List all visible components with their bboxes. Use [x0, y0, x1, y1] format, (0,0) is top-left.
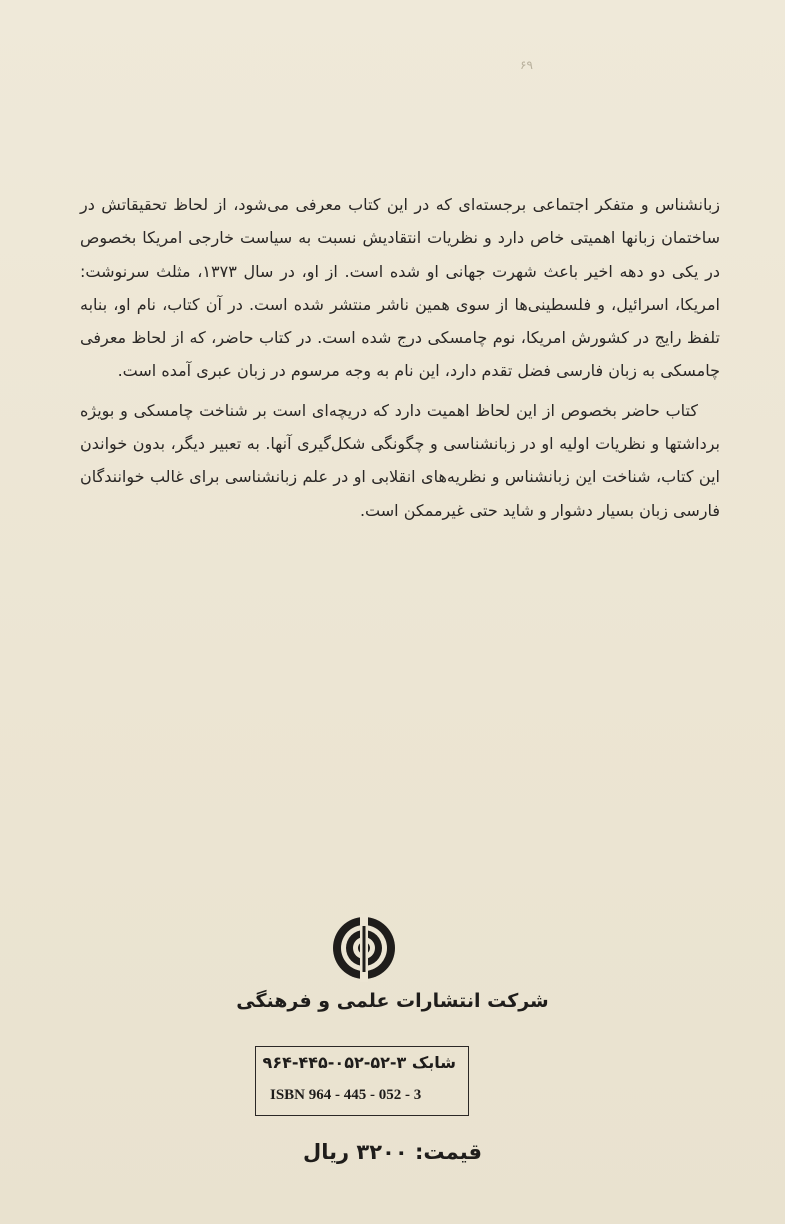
- text-line: کتاب حاضر بخصوص از این لحاظ اهمیت دارد که دریچه‌ای است بر: [247, 400, 698, 420]
- publisher-logo-icon: [330, 912, 398, 984]
- text-line: سرنوشت: امریکا، اسرائیل، و فلسطینی‌ها از سوی همین ناشر منتشر شده: [80, 261, 720, 314]
- text-line: این زبانشناس و نظریه‌های انقلابی او در علم زبانشناسی برای غالب: [144, 467, 597, 487]
- text-line: زبانشناس و متفکر اجتماعی برجسته‌ای که در این کتاب معرفی می‌شود،: [226, 195, 721, 214]
- blurb-text: [80, 188, 720, 527]
- text-line: چگونگی شکل‌گیری آنها. به تعبیر دیگر، بدون خواندن این کتاب، شناخت: [80, 434, 721, 487]
- isbn-box: [255, 1046, 469, 1116]
- text-line: شناخت چامسکی و بویژه برداشتها و نظریات اولیه او در زبانشناسی و: [80, 400, 720, 454]
- text-line: زبان فارسی فضل تقدم دارد، این نام به وجه مرسوم در زبان عبری آمده: [156, 361, 638, 381]
- text-line: است. در آن کتاب، نام او، بنابه تلفظ رایج در کشورش امریکا، نوم: [80, 294, 721, 348]
- text-line: است.: [117, 361, 157, 381]
- isbn-latin: ISBN 964 - 445 - 052 - 3: [270, 1087, 422, 1103]
- text-line: از لحاظ تحقیقاتش در ساختمان زبانها اهمیتی خاص دارد و نظریات: [80, 195, 720, 248]
- blurb-paragraph-2: [80, 394, 720, 527]
- text-line: چامسکی درج شده است. در کتاب حاضر، که از لحاظ معرفی چامسکی به: [80, 328, 720, 381]
- blurb-paragraph-1: [80, 188, 720, 388]
- isbn-persian: شابک ۳-۵۲-۰۵۲-۴۴۵-۹۶۴: [262, 1053, 456, 1072]
- text-line: انتقادیش نسبت به سیاست خارجی امریکا بخصوص در یکی دو دهه: [80, 228, 721, 281]
- price: قیمت: ۳۲۰۰ ریال: [302, 1140, 483, 1164]
- text-line: خوانندگان فارسی زبان بسیار دشوار و شاید حتی غیرممکن است.: [80, 467, 720, 520]
- text-line: اخیر باعث شهرت جهانی او شده است. از او، در سال ۱۳۷۳، مثلث: [149, 261, 613, 281]
- corner-mark: ۶۹: [520, 58, 533, 72]
- publisher-name: شرکت انتشارات علمی و فرهنگی: [236, 990, 549, 1012]
